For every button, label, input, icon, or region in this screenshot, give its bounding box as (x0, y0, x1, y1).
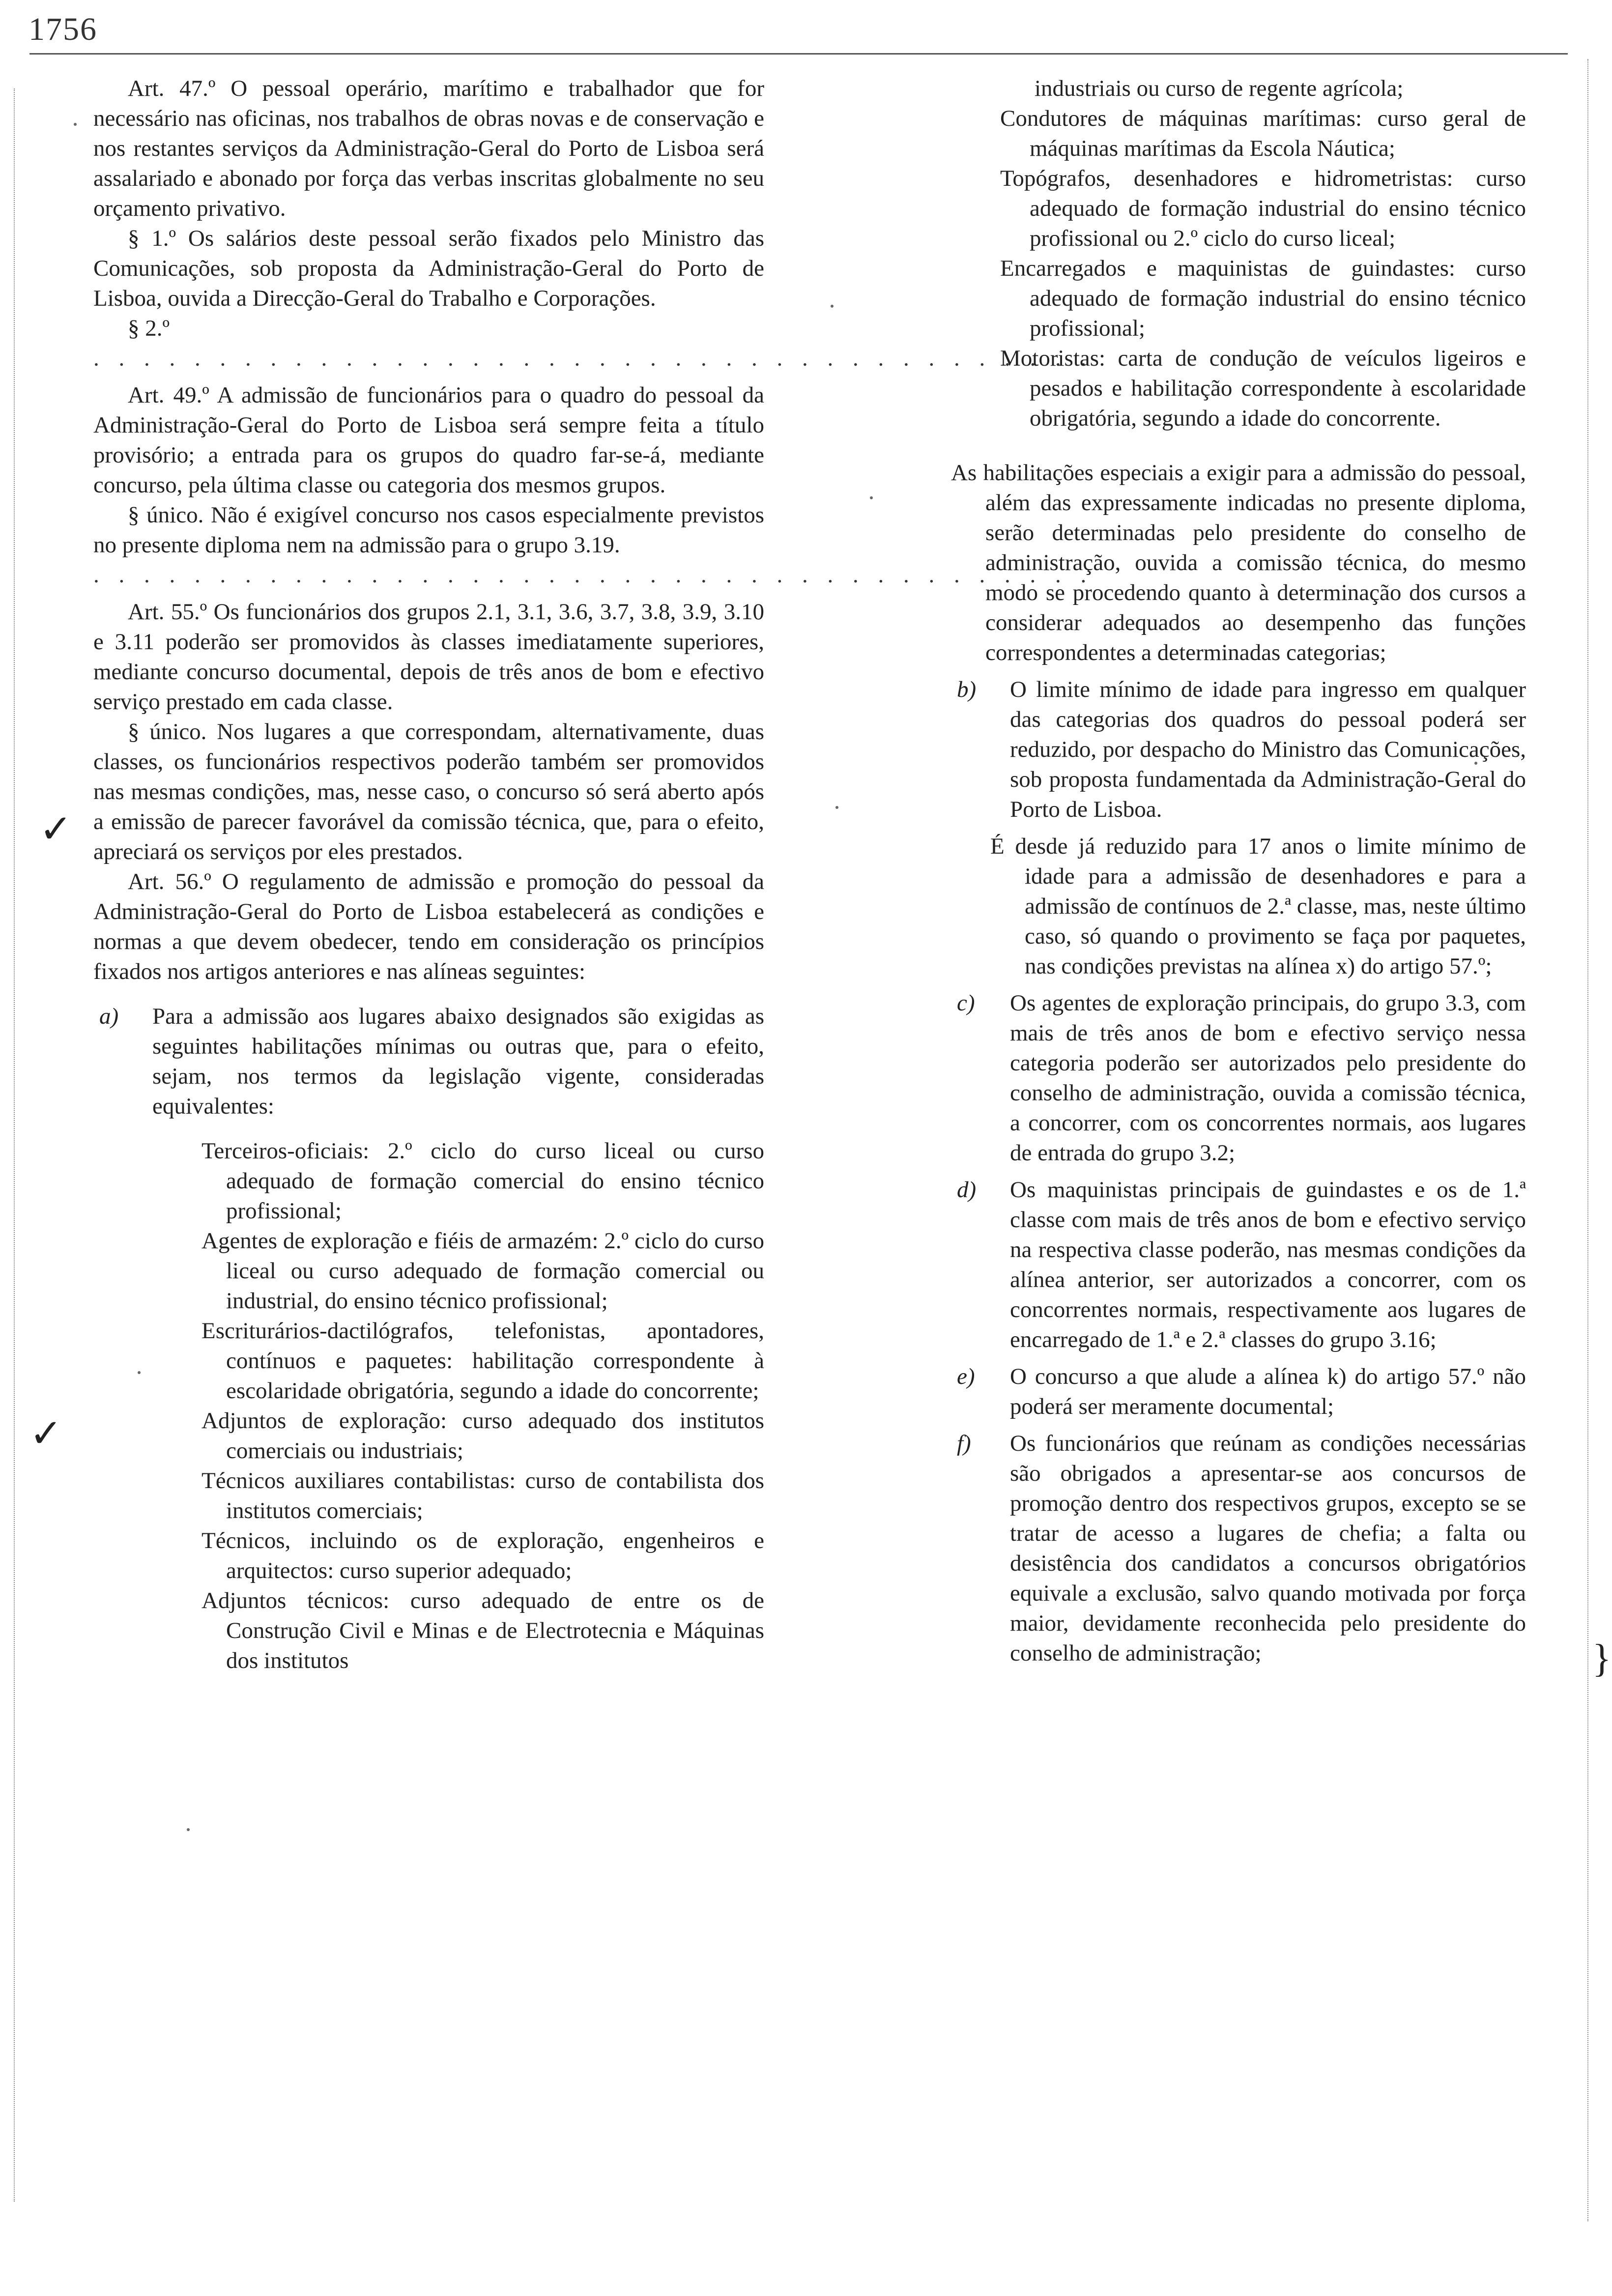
art49-unico: § único. Não é exigível concurso nos casos especialmente previstos no presente diploma nem na admissão para o grupo 3.19. (93, 502, 764, 558)
margin-check-mark: ✓ (39, 808, 73, 851)
list-item: Encarregados e maquinistas de guindastes: curso adequado de formação industrial do ensino técnico profissional; (1000, 256, 1526, 341)
art47-text: Art. 47.º O pessoal operário, marítimo e trabalhador que for necessário nas oficinas, nos trabalhos de obras novas e de conservação e nos restantes serviços da Administração-Geral do Porto de Lisboa será assalariado e abonado por força das verbas inscritas globalmente no seu orçamento privativo. (93, 76, 764, 221)
alinea-c-text: Os agentes de exploração principais, do grupo 3.3, com mais de três anos de bom e efectivo serviço nessa categoria poderão ser autorizados pelo presidente do conselho de administração, ouvida a comissão técnica, a concorrer, com os concorrentes normais, aos lugares de entrada do grupo 3.2; (1010, 990, 1526, 1166)
list-item: Motoristas: carta de condução de veículos ligeiros e pesados e habilitação correspondente à escolaridade obrigatória, segundo a idade do concorrente. (1000, 345, 1526, 431)
right-column (951, 74, 1526, 1668)
alinea-e-letter: e) (957, 1364, 975, 1389)
alinea-f-letter: f) (957, 1431, 971, 1456)
omission-dots: . . . . . . . . . . . . . . . . . . . . . . . . . . . . . . . . . . . . . . . . (93, 345, 1094, 371)
list-item: Condutores de máquinas marítimas: curso geral de máquinas marítimas da Escola Náutica; (1000, 106, 1526, 161)
alinea-c-letter: c) (957, 990, 975, 1016)
alinea-e-text: O concurso a que alude a alínea k) do artigo 57.º não poderá ser meramente documental; (1010, 1364, 1526, 1419)
list-item: Adjuntos de exploração: curso adequado dos institutos comerciais ou industriais; (202, 1408, 764, 1464)
art56-text: Art. 56.º O regulamento de admissão e promoção do pessoal da Administração-Geral do Porto de Lisboa estabelecerá as condições e normas a que devem obedecer, tendo em consideração os princípios fixados nos artigos anteriores e nas alíneas seguintes: (93, 869, 764, 984)
page-number: 1756 (29, 11, 97, 47)
scan-speck (870, 496, 873, 499)
header-rule (29, 53, 1568, 55)
habilitations-list (152, 1136, 764, 1676)
art47-paragraph-2: § 2.º (128, 316, 170, 341)
list-continuation: industriais ou curso de regente agrícola; (1035, 76, 1404, 101)
list-item: Topógrafos, desenhadores e hidrometristas: curso adequado de formação industrial do ensino técnico profissional ou 2.º ciclo do curso liceal; (1000, 166, 1526, 251)
alinea-d-text: Os maquinistas principais de guindastes e os de 1.ª classe com mais de três anos de bom e efectivo serviço na respectiva classe poderão, nas mesmas condições da alínea anterior, ser autorizados a concorrer, com os concorrentes normais, respectivamente aos lugares de encarregado de 1.ª e 2.ª classes do grupo 3.16; (1010, 1177, 1526, 1352)
alinea-f (951, 1429, 1526, 1668)
list-item: Técnicos auxiliares contabilistas: curso de contabilista dos institutos comerciais; (202, 1468, 764, 1523)
margin-line (14, 88, 15, 2202)
margin-bracket-mark: } (1592, 1637, 1612, 1680)
alinea-b-text: O limite mínimo de idade para ingresso em qualquer das categorias dos quadros do pessoal poderá ser reduzido, por despacho do Ministro das Comunicações, sob proposta fundamentada da Administração-Geral do Porto de Lisboa. (1010, 677, 1526, 822)
scan-speck (74, 123, 77, 126)
list-item: Escriturários-dactilógrafos, telefonistas, apontadores, contínuos e paquetes: habilitação correspondente à escolaridade obrigatória, segundo a idade do concorrente; (202, 1318, 764, 1404)
list-item: Técnicos, incluindo os de exploração, engenheiros e arquitectos: curso superior adequado; (202, 1528, 764, 1583)
alinea-a-text: Para a admissão aos lugares abaixo designados são exigidas as seguintes habilitações mínimas ou outras que, para o efeito, sejam, nos termos da legislação vigente, consideradas equivalentes: (152, 1004, 764, 1119)
alinea-b (951, 675, 1526, 825)
scan-speck (187, 1828, 190, 1831)
alinea-d (951, 1175, 1526, 1355)
list-item: Agentes de exploração e fiéis de armazém: 2.º ciclo do curso liceal ou curso adequado de formação comercial ou industrial, do ensino técnico profissional; (202, 1228, 764, 1314)
alinea-f-text: Os funcionários que reúnam as condições necessárias são obrigados a apresentar-se aos concursos de promoção dentro dos respectivos grupos, excepto se se tratar de acesso a lugares de chefia; a falta ou desistência dos candidatos a concursos obrigatórios equivale a exclusão, salvo quando motivada por força maior, devidamente reconhecida pelo presidente do conselho de administração; (1010, 1431, 1526, 1666)
alinea-a (93, 1002, 764, 1121)
margin-line (1587, 59, 1588, 2221)
alinea-b-extra: É desde já reduzido para 17 anos o limite mínimo de idade para a admissão de desenhadores e para a admissão de contínuos de 2.ª classe, mas, neste último caso, só quando o provimento se faça por paquetes, nas condições previstas na alínea x) do artigo 57.º; (990, 833, 1526, 979)
art47-paragraph-1: § 1.º Os salários deste pessoal serão fixados pelo Ministro das Comunicações, sob proposta da Administração-Geral do Porto de Lisboa, ouvida a Direcção-Geral do Trabalho e Corporações. (93, 226, 764, 311)
scan-speck (835, 806, 838, 809)
scan-speck (831, 305, 834, 308)
alinea-c (951, 988, 1526, 1168)
alinea-d-letter: d) (957, 1177, 977, 1203)
special-habilitations: As habilitações especiais a exigir para a admissão do pessoal, além das expressamente indicadas no presente diploma, serão determinadas pelo presidente do conselho de administração, ouvida a comissão técnica, do mesmo modo se procedendo quanto à determinação dos cursos a considerar adequados ao desempenho das funções correspondentes a determinadas categorias; (951, 460, 1526, 665)
list-item: Terceiros-oficiais: 2.º ciclo do curso liceal ou curso adequado de formação comercial do ensino técnico profissional; (202, 1138, 764, 1224)
list-item: Adjuntos técnicos: curso adequado de entre os de Construção Civil e Minas e de Electrotecnia e Máquinas dos institutos (202, 1588, 764, 1673)
art55-unico: § único. Nos lugares a que correspondam, alternativamente, duas classes, os funcionários respectivos poderão também ser promovidos nas mesmas condições, mas, nesse caso, o concurso só será aberto após a emissão de parecer favorável da comissão técnica, que, para o efeito, apreciará os serviços por eles prestados. (93, 719, 764, 864)
omission-dots: . . . . . . . . . . . . . . . . . . . . . . . . . . . . . . . . . . . . . . . . (93, 562, 1094, 588)
margin-check-mark: ✓ (29, 1412, 63, 1456)
alinea-e (951, 1362, 1526, 1422)
alinea-b-letter: b) (957, 677, 977, 702)
habilitations-list-continued (951, 104, 1526, 433)
art49-text: Art. 49.º A admissão de funcionários para o quadro do pessoal da Administração-Geral do Porto de Lisboa será sempre feita a título provisório; a entrada para os grupos do quadro far-se-á, mediante concurso, pela última classe ou categoria dos mesmos grupos. (93, 382, 764, 498)
art55-text: Art. 55.º Os funcionários dos grupos 2.1, 3.1, 3.6, 3.7, 3.8, 3.9, 3.10 e 3.11 poderão ser promovidos às classes imediatamente superiores, mediante concurso documental, depois de três anos de bom e efectivo serviço prestado em cada classe. (93, 599, 764, 715)
left-column (93, 74, 1094, 1676)
alinea-a-letter: a) (99, 1004, 119, 1029)
